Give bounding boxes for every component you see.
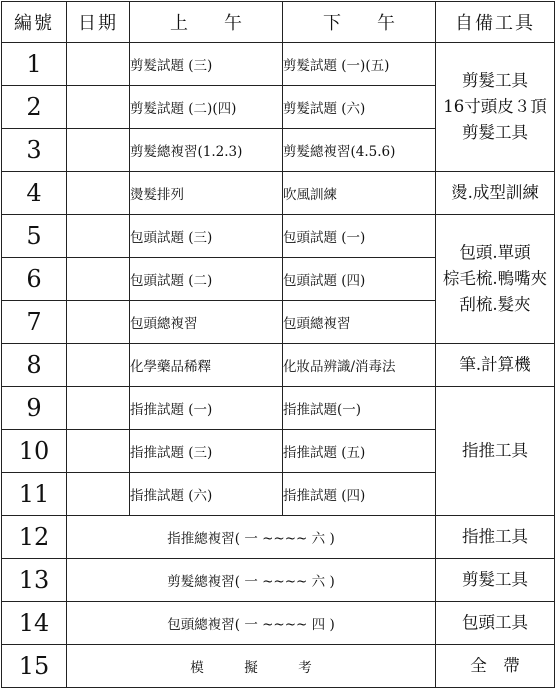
row-number: 4 xyxy=(2,172,67,215)
am-cell: 剪髮試題 (三) xyxy=(130,43,283,86)
row-number: 12 xyxy=(2,516,67,559)
tools-cell-perm: 燙.成型訓練 xyxy=(436,172,555,215)
tools-cell-updo xyxy=(436,215,555,344)
date-cell xyxy=(67,258,130,301)
am-cell: 指推試題 (一) xyxy=(130,387,283,430)
table-row xyxy=(2,516,555,559)
tools-cell: 包頭工具 xyxy=(436,602,555,645)
row-number: 3 xyxy=(2,129,67,172)
row-number: 1 xyxy=(2,43,67,86)
am-cell: 剪髮總複習(1.2.3) xyxy=(130,129,283,172)
pm-cell: 指推試題(一) xyxy=(283,387,436,430)
tools-cell-haircut xyxy=(436,43,555,172)
pm-cell: 吹風訓練 xyxy=(283,172,436,215)
row-number: 13 xyxy=(2,559,67,602)
header-tools: 自備工具 xyxy=(436,2,555,43)
tools-cell: 剪髮工具 xyxy=(436,559,555,602)
mock-exam-cell: 模 擬 考 xyxy=(67,645,436,688)
pm-cell: 化妝品辨識/消毒法 xyxy=(283,344,436,387)
date-cell xyxy=(67,86,130,129)
row-number: 9 xyxy=(2,387,67,430)
tools-cell-calc: 筆.計算機 xyxy=(436,344,555,387)
row-number: 2 xyxy=(2,86,67,129)
am-cell: 包頭總複習 xyxy=(130,301,283,344)
tools-line: 剪髮工具 xyxy=(462,123,528,142)
header-pm: 下 午 xyxy=(283,2,436,43)
tools-cell: 全 帶 xyxy=(436,645,555,688)
tools-cell: 指推工具 xyxy=(436,516,555,559)
row-number: 7 xyxy=(2,301,67,344)
row-number: 15 xyxy=(2,645,67,688)
tools-line: 包頭.單頭 xyxy=(459,243,531,262)
date-cell xyxy=(67,301,130,344)
table-row xyxy=(2,559,555,602)
tools-line: 棕毛梳.鴨嘴夾 xyxy=(442,269,548,288)
pm-cell: 剪髮總複習(4.5.6) xyxy=(283,129,436,172)
date-cell xyxy=(67,387,130,430)
table-row xyxy=(2,645,555,688)
pm-cell: 包頭試題 (一) xyxy=(283,215,436,258)
header-no: 編號 xyxy=(2,2,67,43)
tools-line: 刮梳.髮夾 xyxy=(459,295,531,314)
header-am: 上 午 xyxy=(130,2,283,43)
date-cell xyxy=(67,43,130,86)
header-row xyxy=(2,2,555,43)
pm-cell: 剪髮試題 (六) xyxy=(283,86,436,129)
date-cell xyxy=(67,344,130,387)
tools-line: 16寸頭皮３頂 xyxy=(443,97,547,116)
pm-cell: 剪髮試題 (一)(五) xyxy=(283,43,436,86)
pm-cell: 指推試題 (五) xyxy=(283,430,436,473)
tools-cell-fingerwave: 指推工具 xyxy=(436,387,555,516)
review-cell: 剪髮總複習( 一 ~~~~ 六 ) xyxy=(67,559,436,602)
table-row xyxy=(2,602,555,645)
am-cell: 包頭試題 (三) xyxy=(130,215,283,258)
date-cell xyxy=(67,473,130,516)
row-number: 6 xyxy=(2,258,67,301)
header-date: 日期 xyxy=(67,2,130,43)
row-number: 5 xyxy=(2,215,67,258)
am-cell: 化學藥品稀釋 xyxy=(130,344,283,387)
row-number: 10 xyxy=(2,430,67,473)
am-cell: 燙髮排列 xyxy=(130,172,283,215)
am-cell: 包頭試題 (二) xyxy=(130,258,283,301)
date-cell xyxy=(67,215,130,258)
pm-cell: 包頭總複習 xyxy=(283,301,436,344)
am-cell: 剪髮試題 (二)(四) xyxy=(130,86,283,129)
table-row xyxy=(2,387,555,430)
table-row xyxy=(2,172,555,215)
review-cell: 指推總複習( 一 ~~~~ 六 ) xyxy=(67,516,436,559)
am-cell: 指推試題 (六) xyxy=(130,473,283,516)
review-cell: 包頭總複習( 一 ~~~~ 四 ) xyxy=(67,602,436,645)
row-number: 8 xyxy=(2,344,67,387)
pm-cell: 指推試題 (四) xyxy=(283,473,436,516)
pm-cell: 包頭試題 (四) xyxy=(283,258,436,301)
am-cell: 指推試題 (三) xyxy=(130,430,283,473)
date-cell xyxy=(67,129,130,172)
row-number: 11 xyxy=(2,473,67,516)
row-number: 14 xyxy=(2,602,67,645)
table-row xyxy=(2,215,555,258)
table-row xyxy=(2,43,555,86)
date-cell xyxy=(67,172,130,215)
tools-line: 剪髮工具 xyxy=(462,71,528,90)
schedule-table xyxy=(1,1,555,688)
table-row xyxy=(2,344,555,387)
date-cell xyxy=(67,430,130,473)
